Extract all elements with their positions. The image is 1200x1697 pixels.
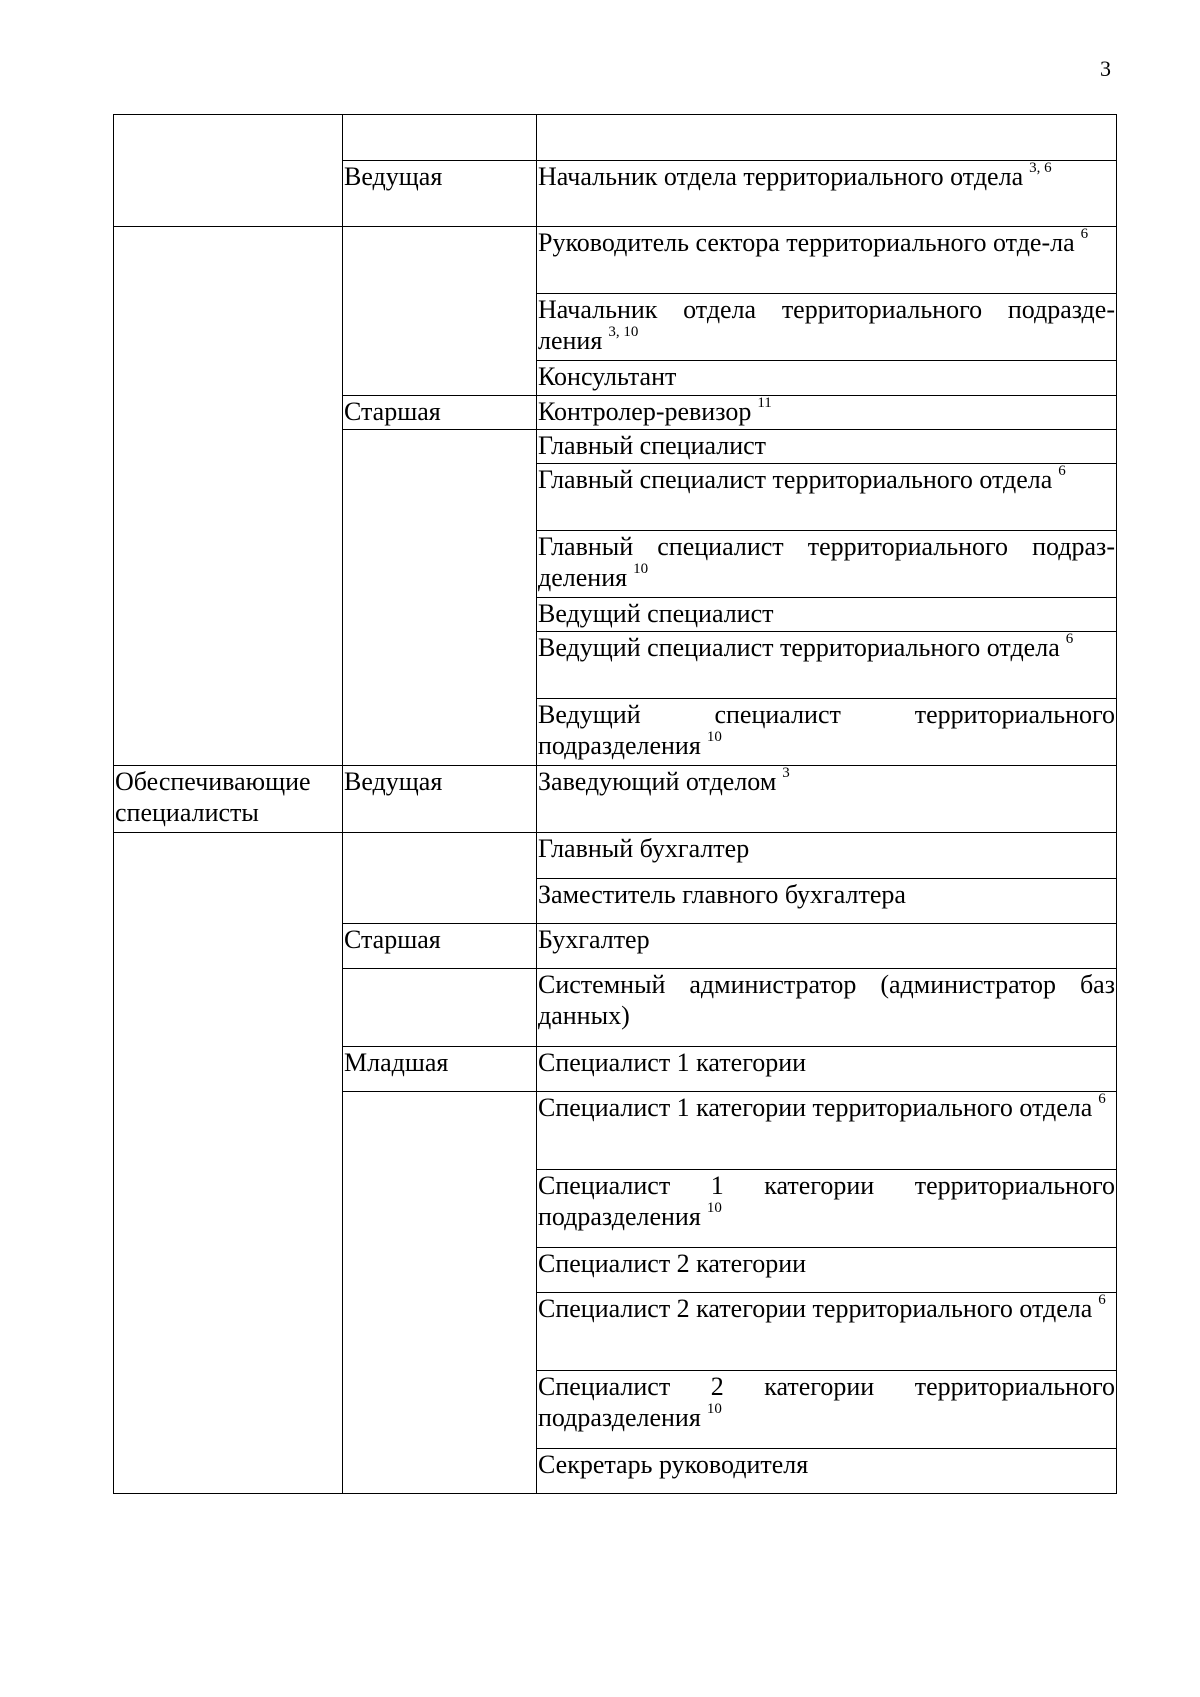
group-cell (343, 227, 537, 396)
page-number: 3 (1100, 56, 1111, 81)
position-label: Главный специалист территориального отдела (538, 465, 1053, 494)
position-cell (537, 115, 1117, 161)
position-cell (537, 294, 1117, 361)
position-label: Специалист 2 категории территориального подразделения (538, 1372, 1115, 1432)
footnote-ref: 6 (1098, 1292, 1106, 1309)
position-cell (537, 161, 1117, 227)
position-cell (537, 1092, 1117, 1170)
footnote-ref: 3, 10 (608, 324, 639, 341)
position-cell: Системный администратор (администратор баз данных) (537, 969, 1117, 1047)
position-cell (537, 632, 1117, 699)
footnote-ref: 6 (1098, 1091, 1106, 1108)
position-label: Контролер-ревизор (538, 397, 752, 426)
position-cell: Бухгалтер (537, 924, 1117, 969)
position-label: Ведущий специалист территориального подразделения (538, 700, 1115, 760)
position-cell: Специалист 1 категории (537, 1047, 1117, 1092)
position-cell (537, 396, 1117, 430)
category-cell: Обеспечивающие специалисты (114, 766, 343, 833)
footnote-ref: 10 (706, 729, 722, 746)
footnote-ref: 11 (757, 395, 772, 412)
position-label: Ведущий специалист территориального отдела (538, 633, 1060, 662)
footnote-ref: 6 (1065, 631, 1074, 648)
position-label: Главный специалист территориального подраз-деления (538, 532, 1115, 592)
position-cell (537, 531, 1117, 598)
table-row (114, 766, 1117, 833)
position-cell: Главный бухгалтер (537, 833, 1117, 879)
group-cell (343, 1092, 537, 1494)
position-label: Заведующий отделом (538, 767, 777, 796)
position-cell: Заместитель главного бухгалтера (537, 879, 1117, 924)
position-cell: Ведущий специалист (537, 598, 1117, 632)
position-cell (537, 1293, 1117, 1371)
position-cell (537, 1170, 1117, 1248)
footnote-ref: 10 (706, 1401, 722, 1418)
position-label: Руководитель сектора территориального отде-ла (538, 228, 1075, 257)
footnote-ref: 3 (782, 765, 790, 782)
group-cell (343, 115, 537, 161)
position-label: Специалист 2 категории территориального отдела (538, 1294, 1093, 1323)
position-cell (537, 464, 1117, 531)
footnote-ref: 6 (1058, 463, 1066, 480)
position-label: Специалист 1 категории территориального подразделения (538, 1171, 1115, 1231)
group-cell (343, 833, 537, 924)
category-cell (114, 115, 343, 227)
group-cell (343, 430, 537, 766)
position-cell (537, 1371, 1117, 1449)
footnote-ref: 10 (633, 561, 649, 578)
position-cell: Главный специалист (537, 430, 1117, 464)
position-cell: Секретарь руководителя (537, 1449, 1117, 1494)
footnote-ref: 6 (1080, 226, 1089, 243)
group-cell: Старшая (343, 924, 537, 969)
position-cell: Специалист 2 категории (537, 1248, 1117, 1293)
position-cell (537, 227, 1117, 294)
position-cell (537, 766, 1117, 833)
position-label: Начальник отдела территориального отдела (538, 162, 1024, 191)
group-cell (343, 969, 537, 1047)
group-cell: Ведущая (343, 161, 537, 227)
position-label: Начальник отдела территориального подразде-ления (538, 295, 1115, 355)
position-label: Специалист 1 категории территориального отдела (538, 1093, 1093, 1122)
positions-table (113, 114, 1117, 1494)
footnote-ref: 3, 6 (1029, 160, 1052, 177)
position-cell: Консультант (537, 361, 1117, 396)
group-cell: Ведущая (343, 766, 537, 833)
table-row (114, 227, 1117, 294)
footnote-ref: 10 (706, 1200, 722, 1217)
group-cell: Старшая (343, 396, 537, 430)
category-cell (114, 833, 343, 1494)
position-cell (537, 699, 1117, 766)
category-cell (114, 227, 343, 766)
group-cell: Младшая (343, 1047, 537, 1092)
table-row (114, 833, 1117, 879)
table-row (114, 115, 1117, 161)
